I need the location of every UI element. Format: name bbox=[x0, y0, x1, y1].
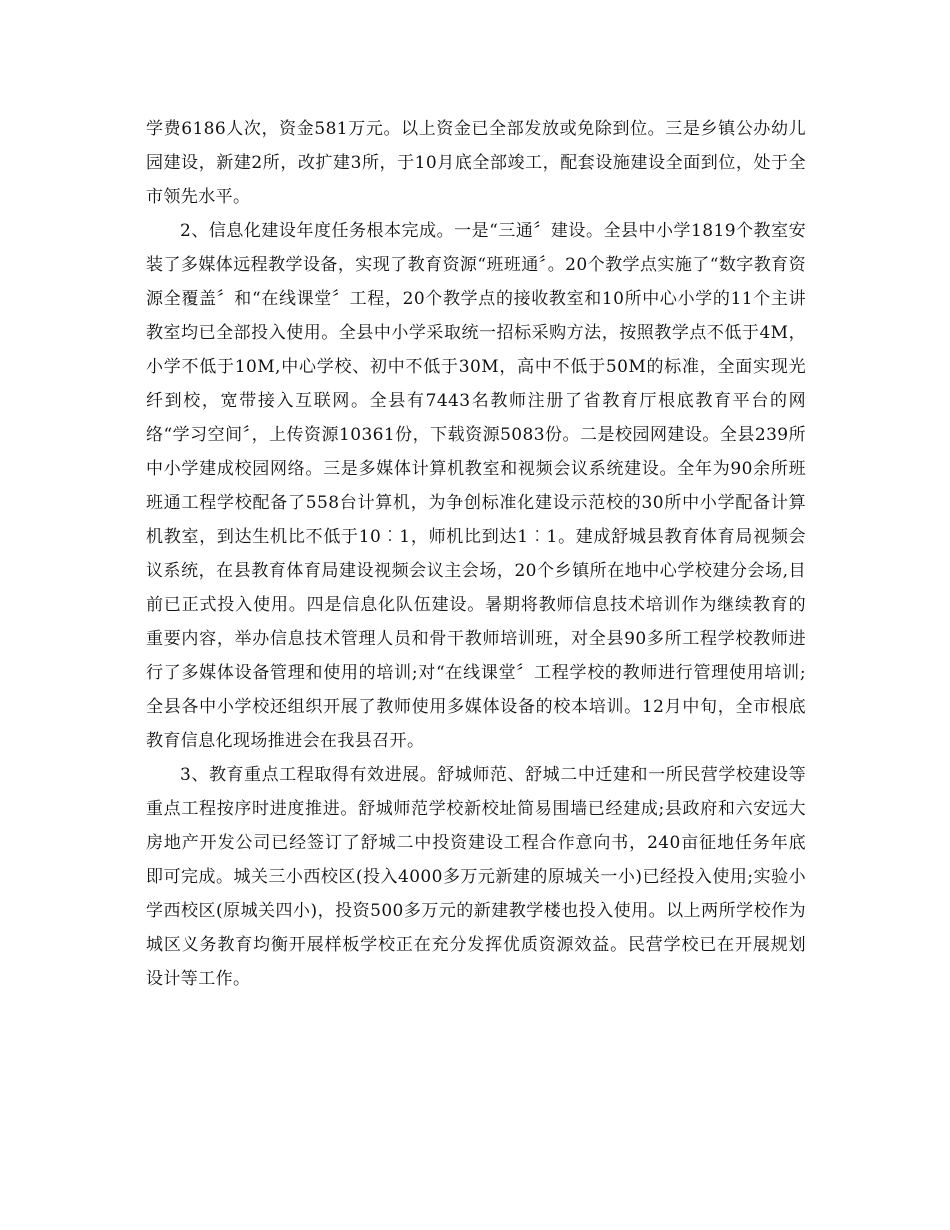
paragraph-school-fees: 学费6186人次，资金581万元。以上资金已全部发放或免除到位。三是乡镇公办幼儿园建设，新建2所，改扩建3所，于10月底全部竣工，配套设施建设全面到位，处于全市领先水平。 bbox=[146, 119, 806, 207]
document-body bbox=[146, 112, 806, 996]
paragraph-informatization: 2、信息化建设年度任务根本完成。一是“三通〞建设。全县中小学1819个教室安装了多媒体远程教学设备，实现了教育资源“班班通〞。20个教学点实施了“数字教育资源全覆盖〞和“在线课堂〞工程，20个教学点的接收教室和10所中心小学的11个主讲教室均已全部投入使用。全县中小学采取统一招标采购方法，按照教学点不低于4M，小学不低于10M,中心学校、初中不低于30M，高中不低于50M的标准，全面实现光纤到校，宽带接入互联网。全县有7443名教师注册了省教育厅根底教育平台的网络“学习空间〞，上传资源10361份，下载资源5083份。二是校园网建设。全县239所中小学建成校园网络。三是多媒体计算机教室和视频会议系统建设。全年为90余所班班通工程学校配备了558台计算机，为争创标准化建设示范校的30所中小学配备计算机教室，到达生机比不低于10︰1，师机比到达1︰1。建成舒城县教育体育局视频会议系统，在县教育体育局建设视频会议主会场，20个乡镇所在地中心学校建分会场,目前已正式投入使用。四是信息化队伍建设。暑期将教师信息技术培训作为继续教育的重要内容，举办信息技术管理人员和骨干教师培训班，对全县90多所工程学校教师进行了多媒体设备管理和使用的培训;对“在线课堂〞工程学校的教师进行管理使用培训;全县各中小学校还组织开展了教师使用多媒体设备的校本培训。12月中旬，全市根底教育信息化现场推进会在我县召开。 bbox=[146, 221, 806, 751]
paragraph-key-projects: 3、教育重点工程取得有效进展。舒城师范、舒城二中迁建和一所民营学校建设等重点工程按序时进度推进。舒城师范学校新校址简易围墙已经建成;县政府和六安远大房地产开发公司已经签订了舒城二中投资建设工程合作意向书，240亩征地任务年底即可完成。城关三小西校区(投入4000多万元新建的原城关一小)已经投入使用;实验小学西校区(原城关四小)，投资500多万元的新建教学楼也投入使用。以上两所学校作为城区义务教育均衡开展样板学校正在充分发挥优质资源效益。民营学校已在开展规划设计等工作。 bbox=[146, 765, 806, 989]
